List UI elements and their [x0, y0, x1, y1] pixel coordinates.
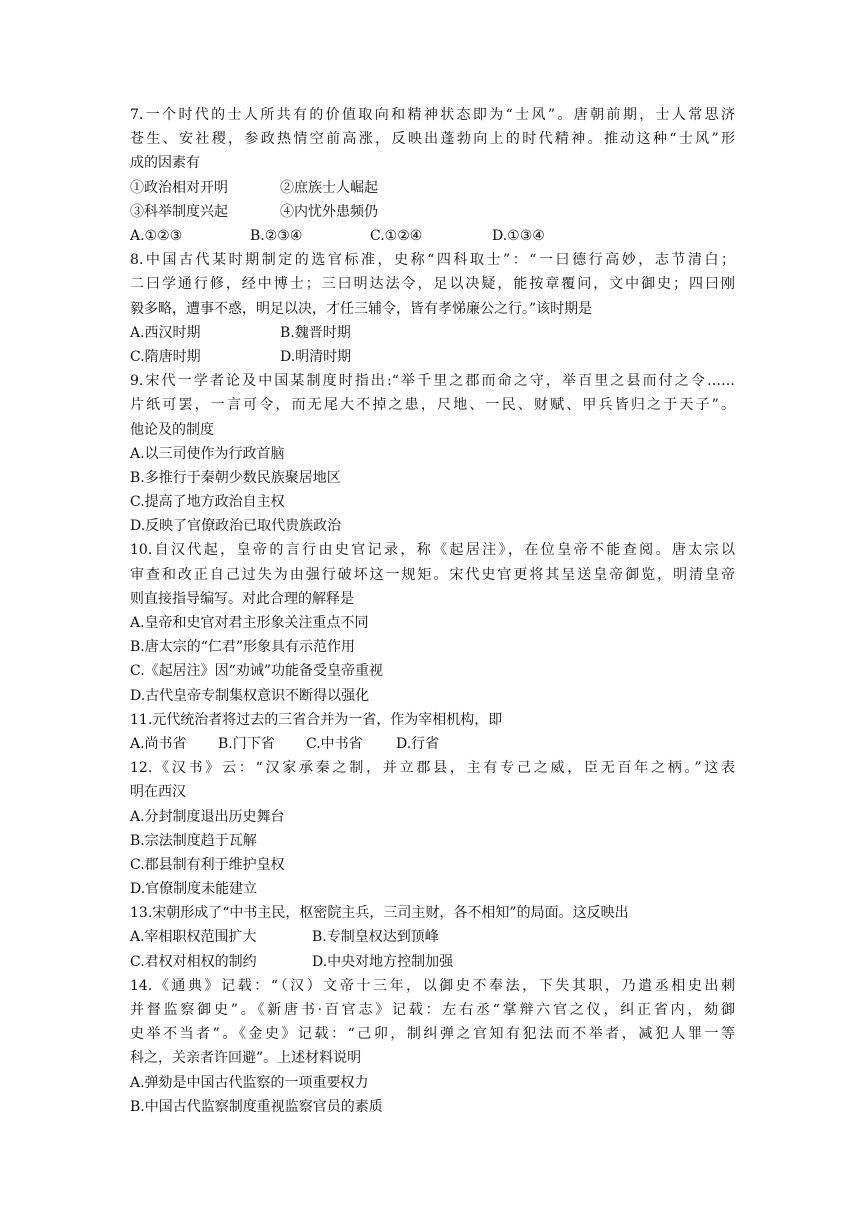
- option-c: C.隋唐时期: [130, 348, 201, 365]
- option-a: A.以三司使作为行政首脑: [130, 445, 285, 462]
- statement-3: ③科举制度兴起: [130, 203, 228, 220]
- question-11-line-1: 11.元代统治者将过去的三省合并为一省，作为宰相机构，即: [130, 711, 503, 728]
- question-8-options-row-1: [130, 321, 735, 345]
- option-d: D.古代皇帝专制集权意识不断得以强化: [130, 687, 370, 704]
- question-10-line-1: 10.自汉代起，皇帝的言行由史官记录，称《起居注》，在位皇帝不能查阅。唐太宗以: [130, 542, 735, 559]
- question-14-line-1: 14.《通典》记载：“（汉）文帝十三年，以御史不奉法，下失其职，乃遣丞相史出刺: [130, 977, 735, 994]
- question-8-line-1: 8.中国古代某时期制定的选官标准，史称“四科取士”：“一曰德行高妙，志节清白；: [130, 252, 735, 269]
- question-7-line-1: 7.一个时代的士人所共有的价值取向和精神状态即为“士风”。唐朝前期，士人常思济: [130, 107, 735, 123]
- question-14-line-4: 科之，关亲者许回避”。上述材料说明: [130, 1050, 362, 1067]
- option-d: D.明清时期: [280, 348, 352, 365]
- question-12-line-1: 12.《汉书》云：“汉家承秦之制，并立郡县，主有专己之威，臣无百年之柄。”这表: [130, 760, 735, 777]
- statement-1: ①政治相对开明: [130, 179, 228, 196]
- question-7-options: [130, 224, 735, 248]
- question-12-line-2: 明在西汉: [130, 784, 186, 801]
- option-a: A.尚书省: [130, 735, 187, 752]
- option-b: B.中国古代监察制度重视监察官员的素质: [130, 1098, 383, 1115]
- question-7-statements-row-2: [130, 200, 735, 224]
- option-c: C.《起居注》因“劝诫”功能备受皇帝重视: [130, 663, 383, 680]
- question-13-line-1: 13.宋朝形成了“中书主民，枢密院主兵，三司主财，各不相知”的局面。这反映出: [130, 905, 629, 922]
- question-11: [130, 708, 735, 756]
- statement-4: ④内忧外患频仍: [280, 203, 378, 220]
- question-8-options-row-2: [130, 345, 735, 369]
- question-9: [130, 369, 735, 538]
- option-c: C.君权对相权的制约: [130, 953, 257, 970]
- option-b: B.门下省: [218, 735, 275, 752]
- option-b: B.专制皇权达到顶峰: [312, 929, 439, 946]
- question-7-line-3: 成的因素有: [130, 155, 200, 172]
- question-12: [130, 756, 735, 901]
- option-a: A.弹劾是中国古代监察的一项重要权力: [130, 1074, 369, 1091]
- question-7-line-2: 苍生、安社稷，参政热情空前高涨，反映出蓬勃向上的时代精神。推动这种“士风”形: [130, 131, 735, 148]
- option-b: B.②③④: [250, 227, 303, 244]
- option-d: D.官僚制度未能建立: [130, 881, 258, 898]
- option-a: A.分封制度退出历史舞台: [130, 808, 285, 825]
- option-d: D.行省: [396, 735, 440, 752]
- option-b: B.魏晋时期: [280, 324, 351, 341]
- option-d: D.中央对地方控制加强: [312, 953, 454, 970]
- option-c: C.郡县制有利于维护皇权: [130, 856, 285, 873]
- question-10-line-3: 则直接指导编写。对此合理的解释是: [130, 590, 354, 607]
- exam-page: [130, 103, 735, 1119]
- question-8-line-3: 毅多略，遭事不惑，明足以决，才任三辅令，皆有孝悌廉公之行。”该时期是: [130, 300, 593, 317]
- statement-2: ②庶族士人崛起: [280, 179, 378, 196]
- option-b: B.宗法制度趋于瓦解: [130, 832, 257, 849]
- option-a: A.①②③: [130, 227, 183, 244]
- question-9-line-3: 他论及的制度: [130, 421, 214, 438]
- option-d: D.反映了官僚政治已取代贵族政治: [130, 518, 342, 535]
- question-13-options-row-1: [130, 925, 735, 949]
- question-13: [130, 901, 735, 974]
- question-10-line-2: 审查和改正自己过失为由强行破坏这一规矩。宋代史官更将其呈送皇帝御览，明清皇帝: [130, 566, 735, 583]
- option-a: A.西汉时期: [130, 324, 201, 341]
- option-c: C.中书省: [306, 735, 363, 752]
- question-7: [130, 103, 735, 248]
- option-c: C.提高了地方政治自主权: [130, 494, 285, 511]
- question-8-line-2: 二曰学通行修，经中博士；三曰明达法令，足以决疑，能按章覆问，文中御史；四曰刚: [130, 276, 735, 293]
- option-b: B.多推行于秦朝少数民族聚居地区: [130, 469, 341, 486]
- question-9-line-1: 9.宋代一学者论及中国某制度时指出:“举千里之郡而命之守，举百里之县而付之令……: [130, 373, 735, 390]
- question-11-options: [130, 732, 735, 756]
- question-9-line-2: 片纸可罢，一言可令，而无尾大不掉之患，尺地、一民、财赋、甲兵皆归之于天子”。: [130, 397, 735, 414]
- question-7-statements-row-1: [130, 176, 735, 200]
- question-10: [130, 538, 735, 707]
- question-14-line-3: 史举不当者”。《金史》记载：“己卯，制纠弹之官知有犯法而不举者，减犯人罪一等: [130, 1026, 735, 1043]
- option-a: A.皇帝和史官对君主形象关注重点不同: [130, 615, 369, 632]
- option-c: C.①②④: [370, 227, 423, 244]
- question-14-line-2: 并督监察御史”。《新唐书·百官志》记载：左右丞“掌辩六官之仪，纠正省内，劾御: [130, 1002, 735, 1019]
- option-a: A.宰相职权范围扩大: [130, 929, 257, 946]
- question-13-options-row-2: [130, 950, 735, 974]
- option-b: B.唐太宗的“仁君”形象具有示范作用: [130, 639, 356, 656]
- question-14: [130, 974, 735, 1119]
- option-d: D.①③④: [492, 227, 545, 244]
- question-8: [130, 248, 735, 369]
